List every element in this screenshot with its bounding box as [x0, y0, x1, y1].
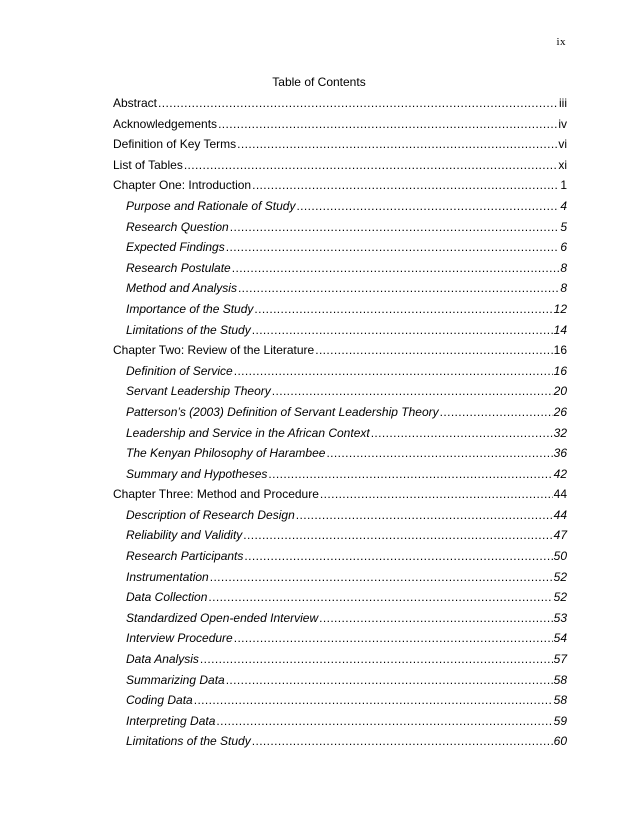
toc-entry-label: Chapter Two: Review of the Literature — [113, 343, 315, 358]
toc-subsection-entry[interactable] — [113, 570, 567, 591]
toc-subsection-entry[interactable] — [113, 405, 567, 426]
toc-entry-label: Standardized Open-ended Interview — [126, 610, 319, 625]
toc-entry-page: 58 — [553, 672, 567, 687]
toc-dot-leader — [226, 673, 553, 687]
toc-dot-leader — [296, 199, 559, 213]
page-number: ix — [556, 36, 566, 48]
toc-subsection-entry[interactable] — [113, 611, 567, 632]
toc-subsection-entry[interactable] — [113, 549, 567, 570]
toc-entry-label: Chapter Three: Method and Procedure — [113, 487, 319, 502]
toc-entry-label: Expected Findings — [126, 240, 225, 255]
toc-dot-leader — [226, 240, 560, 254]
toc-entry-page: 5 — [560, 219, 567, 234]
toc-list — [113, 96, 567, 755]
toc-subsection-entry[interactable] — [113, 426, 567, 447]
toc-entry-label: Instrumentation — [126, 569, 209, 584]
toc-entry-label: Limitations of the Study — [126, 322, 251, 337]
toc-dot-leader — [230, 220, 560, 234]
toc-dot-leader — [237, 137, 557, 151]
toc-dot-leader — [184, 158, 558, 172]
toc-dot-leader — [200, 652, 553, 666]
toc-entry-page: 57 — [553, 652, 567, 667]
toc-entry-page: 26 — [553, 404, 567, 419]
toc-entry-page: 16 — [553, 343, 567, 358]
toc-subsection-entry[interactable] — [113, 364, 567, 385]
toc-section-entry[interactable] — [113, 158, 567, 179]
toc-entry-page: 53 — [553, 610, 567, 625]
toc-entry-label: Leadership and Service in the African Context — [126, 425, 370, 440]
toc-entry-page: 60 — [553, 734, 567, 749]
toc-entry-page: xi — [558, 157, 567, 172]
toc-entry-page: 58 — [553, 693, 567, 708]
toc-entry-label: Research Postulate — [126, 260, 231, 275]
toc-dot-leader — [234, 631, 553, 645]
toc-entry-page: 42 — [553, 466, 567, 481]
toc-subsection-entry[interactable] — [113, 302, 567, 323]
toc-entry-page: 8 — [560, 260, 567, 275]
toc-entry-label: Method and Analysis — [126, 281, 237, 296]
toc-entry-page: 54 — [553, 631, 567, 646]
toc-entry-label: Data Collection — [126, 590, 208, 605]
toc-entry-label: Definition of Key Terms — [113, 137, 237, 152]
toc-subsection-entry[interactable] — [113, 734, 567, 755]
toc-section-entry[interactable] — [113, 137, 567, 158]
toc-dot-leader — [210, 570, 553, 584]
toc-entry-page: iv — [558, 116, 567, 131]
toc-subsection-entry[interactable] — [113, 693, 567, 714]
toc-subsection-entry[interactable] — [113, 467, 567, 488]
toc-entry-label: Summarizing Data — [126, 672, 225, 687]
toc-entry-page: 52 — [553, 590, 567, 605]
toc-section-entry[interactable] — [113, 343, 567, 364]
toc-entry-label: Acknowledgements — [113, 116, 218, 131]
toc-section-entry[interactable] — [113, 117, 567, 138]
toc-subsection-entry[interactable] — [113, 446, 567, 467]
toc-subsection-entry[interactable] — [113, 384, 567, 405]
toc-dot-leader — [243, 528, 552, 542]
toc-dot-leader — [319, 611, 553, 625]
toc-entry-label: Research Question — [126, 219, 229, 234]
toc-dot-leader — [208, 590, 552, 604]
toc-entry-page: 4 — [560, 198, 567, 213]
toc-entry-label: Summary and Hypotheses — [126, 466, 268, 481]
toc-subsection-entry[interactable] — [113, 590, 567, 611]
toc-dot-leader — [252, 323, 553, 337]
toc-entry-page: 6 — [560, 240, 567, 255]
toc-entry-label: Patterson’s (2003) Definition of Servant Leadership Theory — [126, 404, 439, 419]
toc-entry-label: The Kenyan Philosophy of Harambee — [126, 446, 326, 461]
toc-entry-page: 36 — [553, 446, 567, 461]
toc-entry-page: vi — [558, 137, 567, 152]
toc-dot-leader — [238, 281, 559, 295]
toc-dot-leader — [252, 178, 559, 192]
toc-dot-leader — [268, 467, 552, 481]
toc-dot-leader — [194, 693, 553, 707]
toc-subsection-entry[interactable] — [113, 673, 567, 694]
toc-subsection-entry[interactable] — [113, 281, 567, 302]
toc-entry-label: Reliability and Validity — [126, 528, 243, 543]
toc-dot-leader — [315, 343, 552, 357]
toc-entry-label: Interview Procedure — [126, 631, 233, 646]
toc-subsection-entry[interactable] — [113, 714, 567, 735]
toc-dot-leader — [440, 405, 553, 419]
toc-title: Table of Contents — [272, 75, 366, 89]
toc-entry-page: 16 — [553, 363, 567, 378]
toc-dot-leader — [234, 364, 553, 378]
toc-entry-label: List of Tables — [113, 157, 183, 172]
toc-subsection-entry[interactable] — [113, 199, 567, 220]
toc-section-entry[interactable] — [113, 487, 567, 508]
toc-entry-page: 59 — [553, 713, 567, 728]
toc-entry-label: Description of Research Design — [126, 507, 295, 522]
toc-entry-label: Servant Leadership Theory — [126, 384, 271, 399]
toc-dot-leader — [371, 426, 553, 440]
toc-dot-leader — [272, 384, 553, 398]
toc-dot-leader — [254, 302, 552, 316]
toc-entry-page: 47 — [553, 528, 567, 543]
toc-subsection-entry[interactable] — [113, 631, 567, 652]
toc-entry-label: Coding Data — [126, 693, 193, 708]
toc-dot-leader — [158, 96, 558, 110]
toc-entry-label: Abstract — [113, 96, 158, 110]
toc-subsection-entry[interactable] — [113, 508, 567, 529]
toc-entry-label: Data Analysis — [126, 652, 199, 667]
toc-subsection-entry[interactable] — [113, 220, 567, 241]
toc-entry-label: Chapter One: Introduction — [113, 178, 252, 193]
toc-entry-page: 12 — [553, 301, 567, 316]
toc-dot-leader — [244, 549, 552, 563]
toc-entry-page: 14 — [553, 322, 567, 337]
toc-dot-leader — [218, 117, 557, 131]
toc-entry-page: 1 — [560, 178, 567, 193]
toc-entry-page: 32 — [553, 425, 567, 440]
toc-dot-leader — [232, 261, 560, 275]
toc-entry-page: 44 — [553, 487, 567, 502]
toc-entry-page: 20 — [553, 384, 567, 399]
toc-dot-leader — [216, 714, 552, 728]
toc-entry-page: 8 — [560, 281, 567, 296]
toc-entry-label: Limitations of the Study — [126, 734, 251, 749]
toc-entry-page: 44 — [553, 507, 567, 522]
toc-subsection-entry[interactable] — [113, 240, 567, 261]
toc-subsection-entry[interactable] — [113, 528, 567, 549]
toc-dot-leader — [296, 508, 553, 522]
toc-subsection-entry[interactable] — [113, 261, 567, 282]
toc-entry-label: Purpose and Rationale of Study — [126, 198, 296, 213]
toc-dot-leader — [320, 487, 553, 501]
toc-entry-label: Research Participants — [126, 549, 244, 564]
toc-entry-label: Importance of the Study — [126, 301, 254, 316]
toc-entry-label: Interpreting Data — [126, 713, 216, 728]
toc-dot-leader — [326, 446, 552, 460]
toc-entry-page: 50 — [553, 549, 567, 564]
toc-subsection-entry[interactable] — [113, 323, 567, 344]
toc-section-entry[interactable] — [113, 178, 567, 199]
toc-entry-page: iii — [559, 96, 567, 110]
toc-subsection-entry[interactable] — [113, 652, 567, 673]
toc-entry-page: 52 — [553, 569, 567, 584]
toc-section-entry[interactable] — [113, 96, 567, 117]
toc-entry-label: Definition of Service — [126, 363, 233, 378]
toc-dot-leader — [252, 734, 553, 748]
